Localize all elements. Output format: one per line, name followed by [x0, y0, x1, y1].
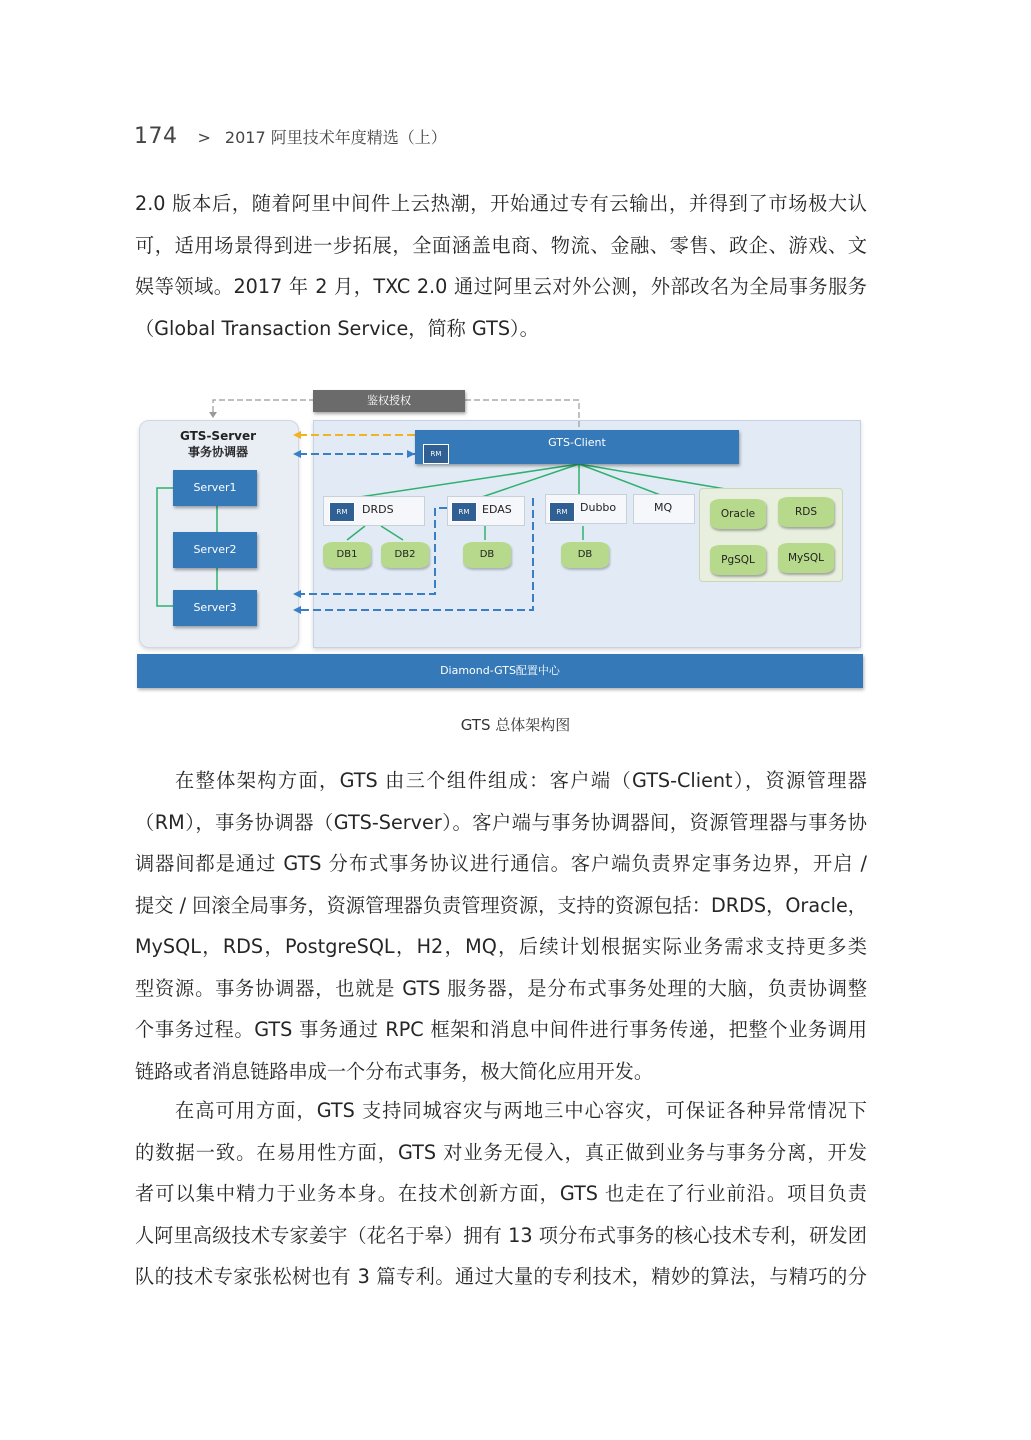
paragraph-architecture [135, 760, 867, 1092]
text-line: 型资源。事务协调器，也就是 GTS 服务器，是分布式事务处理的大脑，负责协调整 [135, 976, 867, 1000]
text-line: 的数据一致。在易用性方面，GTS 对业务无侵入，真正做到业务与事务分离，开发 [135, 1140, 867, 1164]
module-dubbo-label: Dubbo [580, 501, 617, 514]
book-title: 2017 阿里技术年度精选（上） [224, 128, 447, 147]
module-drds-label: DRDS [362, 503, 394, 516]
rm-badge: RM [329, 502, 355, 522]
paragraph-intro [135, 183, 867, 349]
gts-architecture-diagram [133, 384, 867, 696]
page-number: 174 [134, 124, 178, 149]
db1-cylinder: DB1 [323, 542, 371, 568]
rm-badge: RM [549, 502, 575, 522]
text-line: 可，适用场景得到进一步拓展，全面涵盖电商、物流、金融、零售、政企、游戏、文 [135, 233, 867, 257]
rds-cylinder: RDS [778, 497, 834, 527]
running-header [134, 124, 447, 154]
config-center-bar: Diamond-GTS配置中心 [137, 654, 863, 688]
gts-server-title-line1: GTS-Server [179, 429, 257, 443]
text-line: 提交 / 回滚全局事务，资源管理器负责管理资源，支持的资源包括：DRDS，Oracle， [135, 893, 867, 917]
text-line: 链路或者消息链路串成一个分布式事务，极大简化应用开发。 [135, 1059, 654, 1083]
text-line: 队的技术专家张松树也有 3 篇专利。通过大量的专利技术，精妙的算法，与精巧的分 [135, 1265, 867, 1288]
server2-box: Server2 [173, 532, 257, 568]
server1-box: Server1 [173, 470, 257, 506]
gts-server-title [139, 428, 297, 460]
text-line: （Global Transaction Service，简称 GTS）。 [135, 316, 539, 340]
text-line: 个事务过程。GTS 事务通过 RPC 框架和消息中间件进行事务传递，把整个业务调用 [135, 1018, 867, 1041]
text-line: 者可以集中精力于业务本身。在技术创新方面，GTS 也走在了行业前沿。项目负责 [135, 1182, 867, 1205]
rm-badge: RM [423, 444, 449, 464]
text-line: 在整体架构方面，GTS 由三个组件组成：客户端（GTS-Client），资源管理器 [175, 769, 867, 792]
oracle-cylinder: Oracle [710, 499, 766, 529]
db2-cylinder: DB2 [381, 542, 429, 568]
text-line: （RM），事务协调器（GTS-Server）。客户端与事务协调器间，资源管理器与事务协 [135, 810, 867, 834]
text-line: 娱等领域。2017 年 2 月，TXC 2.0 通过阿里云对外公测，外部改名为全局事务服务 [135, 275, 867, 298]
module-mq [633, 494, 695, 524]
gts-server-title-line2: 事务协调器 [187, 445, 248, 459]
resource-db-group [699, 488, 843, 582]
text-line: 人阿里高级技术专家姜宇（花名于皋）拥有 13 项分布式事务的核心技术专利，研发团 [135, 1223, 867, 1247]
rm-badge: RM [451, 502, 477, 522]
module-edas-label: EDAS [482, 503, 512, 516]
mysql-cylinder: MySQL [778, 543, 834, 573]
paragraph-availability [135, 1090, 867, 1298]
header-separator: > [197, 128, 211, 147]
edas-db-cylinder: DB [463, 542, 511, 568]
gts-client-label: GTS-Client [548, 436, 606, 449]
text-line: 在高可用方面，GTS 支持同城容灾与两地三中心容灾，可保证各种异常情况下 [175, 1099, 867, 1122]
module-mq-label: MQ [654, 501, 673, 514]
text-line: 调器间都是通过 GTS 分布式事务协议进行通信。客户端负责界定事务边界，开启 / [135, 852, 867, 875]
auth-box: 鉴权授权 [313, 390, 465, 412]
figure-caption: GTS 总体架构图 [460, 716, 571, 734]
dubbo-db-cylinder: DB [561, 542, 609, 568]
pgsql-cylinder: PgSQL [710, 545, 766, 575]
gts-client-box [415, 430, 739, 464]
text-line: MySQL，RDS，PostgreSQL，H2，MQ，后续计划根据实际业务需求支持更多类 [135, 935, 867, 958]
server3-box: Server3 [173, 590, 257, 626]
text-line: 2.0 版本后，随着阿里中间件上云热潮，开始通过专有云输出，并得到了市场极大认 [135, 192, 867, 215]
